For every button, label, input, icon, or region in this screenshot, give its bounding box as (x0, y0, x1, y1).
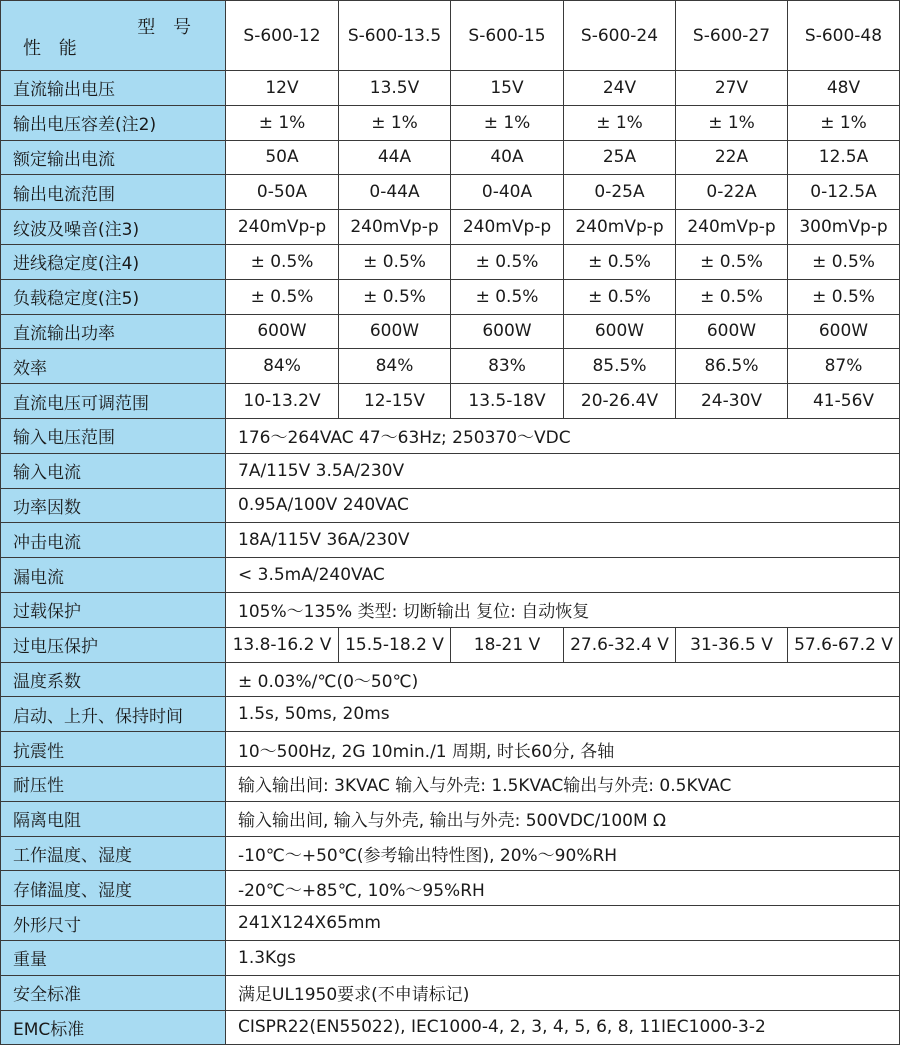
value-cell: 83% (451, 349, 564, 384)
value-cell: 15.5-18.2 V (339, 627, 451, 662)
value-cell: 15V (451, 71, 564, 106)
spanning-value-cell: < 3.5mA/240VAC (226, 558, 900, 593)
value-cell: 0-22A (676, 175, 788, 210)
table-row (1, 801, 900, 836)
table-row (1, 871, 900, 906)
spanning-value-cell: 满足UL1950要求(不申请标记) (226, 975, 900, 1010)
value-cell: ± 0.5% (788, 279, 900, 314)
value-cell: ± 0.5% (564, 279, 676, 314)
value-cell: 0-12.5A (788, 175, 900, 210)
value-cell: 22A (676, 140, 788, 175)
row-label: 输入电压范围 (1, 418, 226, 453)
value-cell: 240mVp-p (226, 210, 339, 245)
value-cell: ± 0.5% (451, 279, 564, 314)
row-label: 输出电压容差(注2) (1, 105, 226, 140)
row-label: 存储温度、湿度 (1, 871, 226, 906)
spanning-value-cell: 输入输出间: 3KVAC 输入与外壳: 1.5KVAC输出与外壳: 0.5KVAC (226, 766, 900, 801)
value-cell: 27V (676, 71, 788, 106)
row-label: 外形尺寸 (1, 906, 226, 941)
model-header-cell: S-600-12 (226, 1, 339, 71)
spanning-value-cell: 输入输出间, 输入与外壳, 输出与外壳: 500VDC/100M Ω (226, 801, 900, 836)
spanning-value-cell: 176～264VAC 47～63Hz; 250370～VDC (226, 418, 900, 453)
value-cell: 86.5% (676, 349, 788, 384)
table-row (1, 940, 900, 975)
value-cell: 50A (226, 140, 339, 175)
value-cell: ± 0.5% (226, 244, 339, 279)
row-label: 抗震性 (1, 732, 226, 767)
spanning-value-cell: -10℃～+50℃(参考输出特性图), 20%～90%RH (226, 836, 900, 871)
table-row (1, 558, 900, 593)
value-cell: 24-30V (676, 384, 788, 419)
value-cell: ± 1% (226, 105, 339, 140)
value-cell: 27.6-32.4 V (564, 627, 676, 662)
row-label: 漏电流 (1, 558, 226, 593)
value-cell: 41-56V (788, 384, 900, 419)
value-cell: 600W (788, 314, 900, 349)
table-row (1, 105, 900, 140)
row-label: 功率因数 (1, 488, 226, 523)
table-row (1, 1010, 900, 1045)
value-cell: 300mVp-p (788, 210, 900, 245)
value-cell: 44A (339, 140, 451, 175)
row-label: 进线稳定度(注4) (1, 244, 226, 279)
value-cell: ± 1% (676, 105, 788, 140)
model-header-cell: S-600-48 (788, 1, 900, 71)
spec-table-body (1, 1, 900, 1045)
value-cell: ± 1% (451, 105, 564, 140)
value-cell: 600W (564, 314, 676, 349)
value-cell: 12.5A (788, 140, 900, 175)
model-header-cell: S-600-27 (676, 1, 788, 71)
value-cell: ± 0.5% (676, 244, 788, 279)
table-row (1, 836, 900, 871)
row-label: 安全标准 (1, 975, 226, 1010)
table-row (1, 453, 900, 488)
row-label: 隔离电阻 (1, 801, 226, 836)
spanning-value-cell: 10～500Hz, 2G 10min./1 周期, 时长60分, 各轴 (226, 732, 900, 767)
value-cell: 600W (451, 314, 564, 349)
value-cell: 87% (788, 349, 900, 384)
spanning-value-cell: ± 0.03%/℃(0～50℃) (226, 662, 900, 697)
value-cell: ± 0.5% (226, 279, 339, 314)
row-label: 输出电流范围 (1, 175, 226, 210)
value-cell: 600W (339, 314, 451, 349)
spanning-value-cell: 0.95A/100V 240VAC (226, 488, 900, 523)
value-cell: 85.5% (564, 349, 676, 384)
table-row (1, 906, 900, 941)
model-heading: 型 号 (137, 17, 197, 38)
table-row (1, 71, 900, 106)
value-cell: ± 0.5% (788, 244, 900, 279)
row-label: 冲击电流 (1, 523, 226, 558)
row-label: 直流输出电压 (1, 71, 226, 106)
table-row (1, 697, 900, 732)
value-cell: 84% (226, 349, 339, 384)
value-cell: 240mVp-p (676, 210, 788, 245)
table-row (1, 488, 900, 523)
spanning-value-cell: 105%～135% 类型: 切断输出 复位: 自动恢复 (226, 592, 900, 627)
value-cell: 18-21 V (451, 627, 564, 662)
table-row (1, 210, 900, 245)
row-label: 工作温度、湿度 (1, 836, 226, 871)
spanning-value-cell: 1.3Kgs (226, 940, 900, 975)
table-row (1, 627, 900, 662)
table-row (1, 384, 900, 419)
row-label: 直流电压可调范围 (1, 384, 226, 419)
row-label: EMC标准 (1, 1010, 226, 1045)
value-cell: 48V (788, 71, 900, 106)
value-cell: 12-15V (339, 384, 451, 419)
value-cell: 240mVp-p (564, 210, 676, 245)
value-cell: ± 1% (339, 105, 451, 140)
spanning-value-cell: CISPR22(EN55022), IEC1000-4, 2, 3, 4, 5, 6, 8, 11IEC1000-3-2 (226, 1010, 900, 1045)
row-label: 输入电流 (1, 453, 226, 488)
row-label: 耐压性 (1, 766, 226, 801)
value-cell: ± 0.5% (339, 279, 451, 314)
table-row (1, 314, 900, 349)
value-cell: 13.5V (339, 71, 451, 106)
value-cell: 0-50A (226, 175, 339, 210)
value-cell: 240mVp-p (339, 210, 451, 245)
value-cell: 31-36.5 V (676, 627, 788, 662)
value-cell: ± 1% (564, 105, 676, 140)
property-heading: 性 能 (23, 38, 83, 59)
value-cell: 84% (339, 349, 451, 384)
model-header-cell: S-600-13.5 (339, 1, 451, 71)
row-label: 直流输出功率 (1, 314, 226, 349)
value-cell: ± 0.5% (676, 279, 788, 314)
value-cell: 0-25A (564, 175, 676, 210)
row-label: 负载稳定度(注5) (1, 279, 226, 314)
spanning-value-cell: 7A/115V 3.5A/230V (226, 453, 900, 488)
row-label: 效率 (1, 349, 226, 384)
row-label: 重量 (1, 940, 226, 975)
value-cell: 0-44A (339, 175, 451, 210)
value-cell: 600W (226, 314, 339, 349)
row-label: 额定输出电流 (1, 140, 226, 175)
value-cell: 13.8-16.2 V (226, 627, 339, 662)
model-header-cell: S-600-15 (451, 1, 564, 71)
spanning-value-cell: 241X124X65mm (226, 906, 900, 941)
spanning-value-cell: -20℃～+85℃, 10%～95%RH (226, 871, 900, 906)
spanning-value-cell: 1.5s, 50ms, 20ms (226, 697, 900, 732)
table-row (1, 662, 900, 697)
table-row (1, 244, 900, 279)
value-cell: 24V (564, 71, 676, 106)
value-cell: 40A (451, 140, 564, 175)
table-row (1, 523, 900, 558)
table-row (1, 175, 900, 210)
row-label: 过电压保护 (1, 627, 226, 662)
value-cell: 0-40A (451, 175, 564, 210)
value-cell: 20-26.4V (564, 384, 676, 419)
value-cell: 240mVp-p (451, 210, 564, 245)
value-cell: 57.6-67.2 V (788, 627, 900, 662)
value-cell: 10-13.2V (226, 384, 339, 419)
spanning-value-cell: 18A/115V 36A/230V (226, 523, 900, 558)
table-row (1, 766, 900, 801)
table-row (1, 732, 900, 767)
row-label: 温度系数 (1, 662, 226, 697)
table-row (1, 592, 900, 627)
row-label: 纹波及噪音(注3) (1, 210, 226, 245)
model-header-cell: S-600-24 (564, 1, 676, 71)
value-cell: 12V (226, 71, 339, 106)
table-row (1, 975, 900, 1010)
value-cell: ± 0.5% (564, 244, 676, 279)
value-cell: ± 0.5% (339, 244, 451, 279)
row-label: 过载保护 (1, 592, 226, 627)
value-cell: 600W (676, 314, 788, 349)
table-row (1, 418, 900, 453)
table-row (1, 349, 900, 384)
value-cell: ± 0.5% (451, 244, 564, 279)
value-cell: ± 1% (788, 105, 900, 140)
table-row (1, 140, 900, 175)
header-row (1, 1, 900, 71)
table-row (1, 279, 900, 314)
row-label: 启动、上升、保持时间 (1, 697, 226, 732)
value-cell: 13.5-18V (451, 384, 564, 419)
value-cell: 25A (564, 140, 676, 175)
corner-header-cell (1, 1, 226, 71)
